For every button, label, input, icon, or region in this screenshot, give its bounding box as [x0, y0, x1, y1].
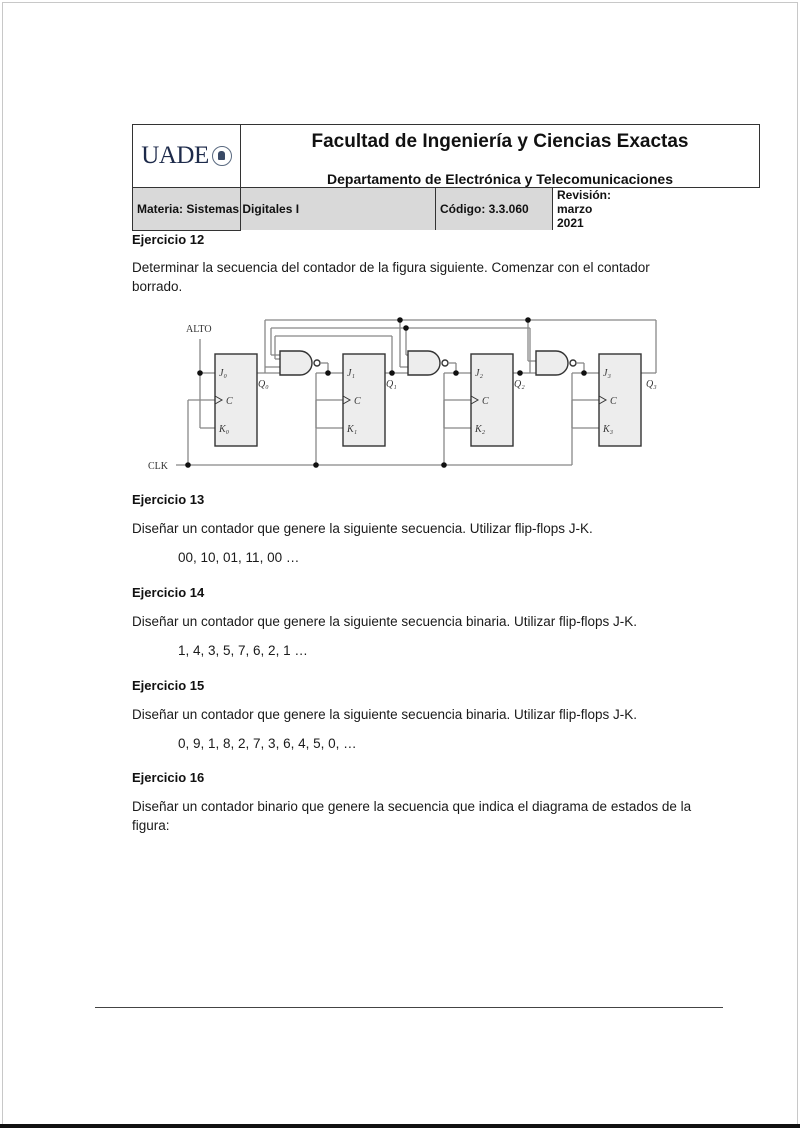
department-title: Departamento de Electrónica y Telecomunicaciones	[327, 171, 673, 187]
exercise-16	[132, 770, 692, 835]
svg-text:Q₁: Q₁	[386, 379, 397, 390]
exercise-statement: Diseñar un contador binario que genere la secuencia que indica el diagrama de estados de la figura:	[132, 799, 692, 833]
jk-counter-circuit-diagram	[140, 312, 670, 482]
exercise-14	[132, 585, 692, 658]
exercise-12	[132, 232, 692, 296]
clk-label: CLK	[148, 461, 168, 472]
footer-divider	[95, 1007, 723, 1008]
page-border	[797, 2, 798, 1124]
alto-label: ALTO	[186, 324, 212, 335]
logo-cell	[133, 125, 241, 188]
page-border	[2, 2, 3, 1124]
svg-text:C: C	[610, 396, 617, 407]
code-field	[436, 188, 553, 230]
logo-text: UADE	[141, 142, 209, 169]
svg-text:C: C	[354, 396, 361, 407]
svg-text:J₂: J₂	[475, 368, 483, 379]
svg-text:K₀: K₀	[219, 424, 230, 435]
page-border	[2, 2, 798, 3]
exercise-15	[132, 678, 692, 751]
exercise-13	[132, 492, 692, 565]
code-label: Código: 3.3.060	[440, 202, 529, 216]
uade-logo	[141, 142, 231, 170]
page-bottom-edge	[0, 1124, 800, 1128]
exercise-title: Ejercicio 13	[132, 492, 205, 507]
exercise-statement: Diseñar un contador que genere la siguiente secuencia binaria. Utilizar flip-flops J-K.	[132, 614, 638, 629]
subject-label: Materia: Sistemas Digitales I	[137, 201, 300, 216]
exercise-title: Ejercicio 14	[132, 585, 205, 600]
svg-text:Q₂: Q₂	[514, 379, 525, 390]
svg-text:Q₀: Q₀	[258, 379, 269, 390]
exercise-sequence: 1, 4, 3, 5, 7, 6, 2, 1 …	[178, 643, 308, 658]
university-emblem-icon	[212, 146, 232, 166]
exercise-title: Ejercicio 12	[132, 232, 205, 247]
exercise-statement: Determinar la secuencia del contador de la figura siguiente. Comenzar con el contador borrado.	[132, 260, 650, 294]
svg-text:J₃: J₃	[603, 368, 611, 379]
title-cell	[241, 125, 760, 188]
exercise-statement: Diseñar un contador que genere la siguiente secuencia binaria. Utilizar flip-flops J-K.	[132, 707, 638, 722]
svg-text:C: C	[482, 396, 489, 407]
revision-label: Revisión: marzo 2021	[557, 188, 612, 230]
exercise-sequence: 0, 9, 1, 8, 2, 7, 3, 6, 4, 5, 0, …	[178, 736, 357, 751]
exercise-title: Ejercicio 15	[132, 678, 205, 693]
svg-text:K₁: K₁	[347, 424, 358, 435]
exercise-statement: Diseñar un contador que genere la siguiente secuencia. Utilizar flip-flops J-K.	[132, 521, 593, 536]
exercise-title: Ejercicio 16	[132, 770, 205, 785]
subject-field	[133, 188, 300, 231]
svg-text:C: C	[226, 396, 233, 407]
svg-text:J₀: J₀	[219, 368, 227, 379]
document-header	[132, 124, 760, 231]
svg-text:K₂: K₂	[475, 424, 486, 435]
svg-text:K₃: K₃	[603, 424, 614, 435]
svg-text:Q₃: Q₃	[646, 379, 657, 390]
svg-text:J₁: J₁	[347, 368, 355, 379]
faculty-title: Facultad de Ingeniería y Ciencias Exactas	[311, 131, 689, 152]
exercise-sequence: 00, 10, 01, 11, 00 …	[178, 550, 300, 565]
